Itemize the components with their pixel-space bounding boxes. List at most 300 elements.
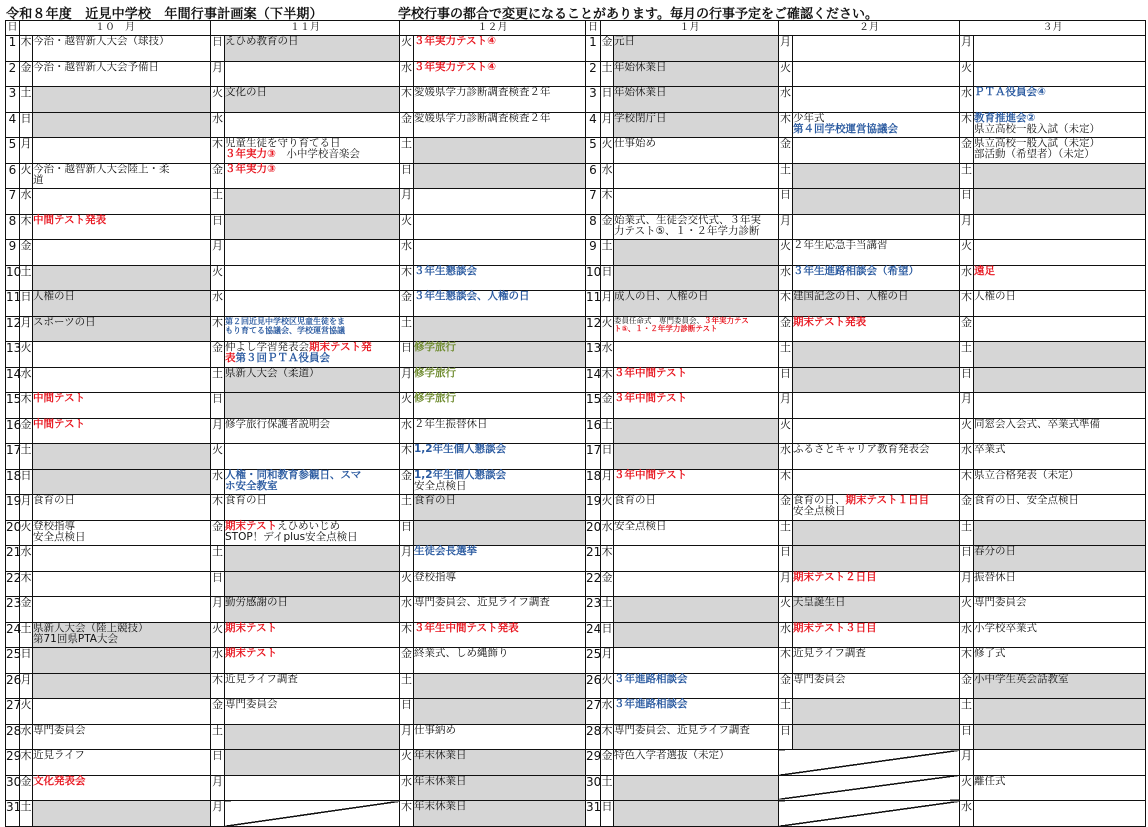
event-text: 学校閉庁日: [614, 111, 667, 124]
weekday-dec: 月: [400, 546, 414, 572]
event-line: [225, 87, 399, 98]
event-line: [33, 36, 210, 47]
event-line: [414, 444, 585, 455]
event-cell-nov: [225, 673, 400, 699]
event-cell-feb: [793, 495, 960, 521]
weekday-mar: 木: [960, 291, 974, 317]
day-number-a: 27: [6, 699, 20, 725]
event-text: 修学旅行: [414, 366, 456, 379]
event-cell-mar: [974, 546, 1146, 572]
weekday-oct: 日: [20, 112, 33, 138]
event-cell-nov: [225, 393, 400, 419]
event-line: [614, 521, 778, 532]
event-text: 特色入学者選抜（未定）: [614, 749, 730, 761]
event-cell-jan: [614, 214, 779, 240]
event-cell-feb: [793, 189, 960, 215]
event-cell-jan: [614, 520, 779, 546]
day-number-b: 27: [586, 699, 601, 725]
event-line: [793, 124, 959, 135]
event-text: 文化発表会: [33, 774, 86, 787]
event-cell-nov: [225, 367, 400, 393]
weekday-mar: 日: [960, 546, 974, 572]
event-text: 年末休業日: [414, 774, 467, 787]
weekday-jan: 木: [601, 367, 614, 393]
weekday-nov: 木: [211, 316, 225, 342]
event-text: 成人の日、人権の日: [614, 290, 709, 302]
event-text: 仲よし学習発表会: [225, 341, 309, 353]
weekday-feb: 水: [779, 265, 793, 291]
day-number-b: 7: [586, 189, 601, 215]
day-number-a: 1: [6, 36, 20, 62]
event-text: 専門委員会、近見ライフ調査: [614, 723, 750, 736]
event-text: 今治・越智新人大会予備日: [33, 60, 159, 73]
event-cell-nov: [225, 265, 400, 291]
event-text: 人権の日: [33, 290, 75, 302]
event-cell-feb: [793, 546, 960, 572]
day-number-b: 1: [586, 36, 601, 62]
weekday-nov: 日: [211, 214, 225, 240]
weekday-oct: 日: [20, 469, 33, 495]
weekday-oct: 土: [20, 801, 33, 827]
event-cell-oct: [33, 622, 211, 648]
event-text: 近見ライフ調査: [793, 647, 866, 659]
event-cell-dec: [414, 673, 586, 699]
event-text: 生徒会長選挙: [414, 545, 477, 557]
event-cell-mar: [974, 240, 1146, 266]
event-cell-feb: [793, 418, 960, 444]
event-line: [414, 113, 585, 124]
weekday-mar: 木: [960, 469, 974, 495]
event-cell-dec: [414, 393, 586, 419]
event-line: [225, 164, 399, 175]
date-row: [6, 240, 1146, 266]
event-cell-nov: [225, 87, 400, 113]
empty-date-nov: [225, 801, 400, 827]
weekday-dec: 木: [400, 801, 414, 827]
event-text: 修学旅行保護者説明会: [225, 417, 330, 430]
day-number-b: 6: [586, 163, 601, 189]
event-line: [974, 648, 1145, 659]
event-cell-nov: [225, 418, 400, 444]
event-line: [614, 699, 778, 710]
weekday-mar: 火: [960, 418, 974, 444]
weekday-dec: 金: [400, 112, 414, 138]
weekday-dec: 月: [400, 724, 414, 750]
date-row: [6, 189, 1146, 215]
day-number-a: 13: [6, 342, 20, 368]
event-line: [793, 674, 959, 685]
date-row: [6, 214, 1146, 240]
event-cell-nov: [225, 342, 400, 368]
event-text: ３年生懇談会、人権の日: [414, 290, 530, 302]
event-cell-jan: [614, 750, 779, 776]
event-cell-oct: [33, 291, 211, 317]
header-december: １２月: [400, 21, 586, 36]
event-text: 今治・越智新人大会（球技）: [33, 35, 170, 47]
weekday-jan: 土: [601, 775, 614, 801]
event-text: ２年生振替休日: [414, 417, 488, 430]
weekday-oct: 月: [20, 316, 33, 342]
date-row: [6, 546, 1146, 572]
weekday-jan: 月: [601, 648, 614, 674]
event-cell-nov: [225, 699, 400, 725]
event-text: 専門委員会: [974, 596, 1027, 608]
weekday-nov: 火: [211, 444, 225, 470]
event-line: [614, 291, 778, 302]
event-cell-nov: [225, 571, 400, 597]
day-number-b: 17: [586, 444, 601, 470]
event-cell-mar: [974, 342, 1146, 368]
weekday-dec: 金: [400, 291, 414, 317]
event-cell-dec: [414, 138, 586, 164]
date-row: [6, 622, 1146, 648]
weekday-dec: 水: [400, 240, 414, 266]
weekday-oct: 水: [20, 724, 33, 750]
weekday-jan: 月: [601, 112, 614, 138]
day-number-a: 24: [6, 622, 20, 648]
event-text: 食育の日: [414, 494, 456, 506]
event-line: [414, 291, 585, 302]
event-cell-nov: [225, 163, 400, 189]
event-cell-nov: [225, 775, 400, 801]
date-row: [6, 699, 1146, 725]
event-cell-jan: [614, 112, 779, 138]
weekday-dec: 火: [400, 571, 414, 597]
weekday-jan: 金: [601, 214, 614, 240]
event-cell-oct: [33, 750, 211, 776]
date-row: [6, 367, 1146, 393]
event-cell-feb: [793, 699, 960, 725]
date-row: [6, 87, 1146, 113]
event-cell-feb: [793, 214, 960, 240]
event-cell-oct: [33, 495, 211, 521]
event-cell-jan: [614, 801, 779, 827]
event-text: 児童生徒を守り育てる日: [225, 137, 341, 149]
weekday-nov: 金: [211, 342, 225, 368]
event-line: [414, 393, 585, 404]
day-number-a: 4: [6, 112, 20, 138]
day-number-b: 2: [586, 61, 601, 87]
weekday-feb: 月: [779, 393, 793, 419]
event-line: [793, 266, 959, 277]
weekday-dec: 木: [400, 265, 414, 291]
weekday-mar: 月: [960, 393, 974, 419]
event-cell-oct: [33, 138, 211, 164]
weekday-mar: 月: [960, 750, 974, 776]
weekday-jan: 水: [601, 342, 614, 368]
weekday-oct: 月: [20, 495, 33, 521]
event-line: [614, 36, 778, 47]
event-line: [225, 368, 399, 379]
event-cell-jan: [614, 418, 779, 444]
date-row: [6, 112, 1146, 138]
weekday-mar: 金: [960, 495, 974, 521]
event-text: 1,2年生個人懇談会: [414, 468, 507, 481]
event-text: 中間テスト発表: [33, 213, 107, 226]
event-line: [414, 725, 585, 736]
weekday-dec: 月: [400, 189, 414, 215]
date-row: [6, 597, 1146, 623]
event-cell-oct: [33, 520, 211, 546]
date-row: [6, 495, 1146, 521]
event-cell-jan: [614, 138, 779, 164]
date-row: [6, 61, 1146, 87]
event-cell-dec: [414, 801, 586, 827]
event-cell-feb: [793, 648, 960, 674]
event-text: 安全点検日: [33, 530, 86, 543]
day-number-b: 21: [586, 546, 601, 572]
weekday-mar: 水: [960, 87, 974, 113]
day-number-a: 17: [6, 444, 20, 470]
event-text-extra: ３年実力テス: [704, 315, 749, 325]
event-cell-oct: [33, 112, 211, 138]
calendar-table: [5, 20, 1146, 827]
event-text: 年末休業日: [414, 800, 467, 812]
event-cell-jan: [614, 240, 779, 266]
event-cell-nov: [225, 189, 400, 215]
event-line: [414, 776, 585, 787]
weekday-jan: 土: [601, 240, 614, 266]
date-row: [6, 138, 1146, 164]
event-line: [414, 572, 585, 583]
event-text: 終業式、しめ縄飾り: [414, 647, 509, 659]
weekday-oct: 土: [20, 87, 33, 113]
event-cell-mar: [974, 699, 1146, 725]
event-text: 登校指導: [33, 519, 75, 532]
event-text: 食育の日: [225, 494, 267, 506]
event-cell-feb: [793, 265, 960, 291]
event-cell-dec: [414, 112, 586, 138]
event-line: [793, 648, 959, 659]
date-row: [6, 342, 1146, 368]
weekday-feb: 日: [779, 189, 793, 215]
weekday-dec: 土: [400, 316, 414, 342]
weekday-jan: 土: [601, 597, 614, 623]
day-number-b: 31: [586, 801, 601, 827]
weekday-feb: 金: [779, 316, 793, 342]
date-row: [6, 469, 1146, 495]
event-cell-mar: [974, 571, 1146, 597]
event-cell-mar: [974, 444, 1146, 470]
day-number-a: 23: [6, 597, 20, 623]
event-line: [225, 419, 399, 430]
event-text: ３年進路相談会: [614, 672, 688, 685]
weekday-dec: 日: [400, 699, 414, 725]
event-cell-jan: [614, 87, 779, 113]
event-text: 食育の日、: [793, 494, 846, 506]
weekday-mar: 月: [960, 36, 974, 62]
event-cell-mar: [974, 469, 1146, 495]
event-cell-oct: [33, 342, 211, 368]
event-line: [414, 36, 585, 47]
weekday-oct: 火: [20, 699, 33, 725]
weekday-nov: 木: [211, 673, 225, 699]
day-number-a: 10: [6, 265, 20, 291]
event-cell-mar: [974, 291, 1146, 317]
weekday-jan: 木: [601, 724, 614, 750]
event-cell-oct: [33, 673, 211, 699]
event-line: [414, 648, 585, 659]
day-number-a: 21: [6, 546, 20, 572]
event-cell-nov: [225, 597, 400, 623]
event-cell-feb: [793, 240, 960, 266]
event-cell-oct: [33, 469, 211, 495]
event-line: [974, 674, 1145, 685]
weekday-mar: 火: [960, 597, 974, 623]
weekday-feb: 日: [779, 367, 793, 393]
day-number-a: 15: [6, 393, 20, 419]
weekday-nov: 金: [211, 163, 225, 189]
event-text: 仕事納め: [414, 723, 456, 736]
day-number-b: 12: [586, 316, 601, 342]
weekday-oct: 水: [20, 546, 33, 572]
weekday-jan: 土: [601, 418, 614, 444]
event-line: [33, 175, 210, 186]
weekday-feb: 土: [779, 163, 793, 189]
event-cell-jan: [614, 571, 779, 597]
weekday-oct: 金: [20, 240, 33, 266]
event-line: [614, 325, 778, 334]
event-line: [225, 699, 399, 710]
weekday-nov: 金: [211, 699, 225, 725]
event-cell-mar: [974, 36, 1146, 62]
day-number-b: 24: [586, 622, 601, 648]
weekday-oct: 金: [20, 61, 33, 87]
event-cell-nov: [225, 36, 400, 62]
event-text: 第71回県PTA大会: [33, 632, 118, 645]
event-text: 年末休業日: [414, 749, 467, 761]
weekday-dec: 火: [400, 393, 414, 419]
event-text: 期末テスト２日目: [793, 570, 877, 583]
event-cell-dec: [414, 316, 586, 342]
event-text: 修了式: [974, 647, 1006, 659]
event-cell-feb: [793, 673, 960, 699]
weekday-feb: 火: [779, 240, 793, 266]
weekday-oct: 月: [20, 138, 33, 164]
weekday-dec: 火: [400, 36, 414, 62]
event-cell-mar: [974, 163, 1146, 189]
event-line: [33, 776, 210, 787]
weekday-oct: 水: [20, 189, 33, 215]
event-cell-mar: [974, 750, 1146, 776]
event-text: 表: [225, 352, 236, 364]
event-cell-oct: [33, 597, 211, 623]
event-text: 愛媛県学力診断調査検査２年: [414, 86, 551, 98]
event-line: [33, 419, 210, 430]
event-line: [33, 291, 210, 302]
event-cell-jan: [614, 775, 779, 801]
event-text: えひめ教育の日: [225, 35, 299, 47]
weekday-oct: 木: [20, 750, 33, 776]
weekday-nov: 日: [211, 36, 225, 62]
weekday-mar: 木: [960, 112, 974, 138]
date-row: [6, 801, 1146, 827]
weekday-dec: 土: [400, 495, 414, 521]
event-text: 小学校卒業式: [974, 621, 1037, 634]
day-number-b: 19: [586, 495, 601, 521]
event-cell-feb: [793, 520, 960, 546]
weekday-oct: 金: [20, 418, 33, 444]
event-text: 第４回学校運営協議会: [793, 122, 898, 135]
day-number-b: 18: [586, 469, 601, 495]
event-cell-feb: [793, 291, 960, 317]
event-cell-nov: [225, 469, 400, 495]
event-cell-mar: [974, 61, 1146, 87]
weekday-oct: 日: [20, 291, 33, 317]
event-cell-jan: [614, 367, 779, 393]
day-number-b: 30: [586, 775, 601, 801]
weekday-nov: 土: [211, 546, 225, 572]
event-cell-mar: [974, 648, 1146, 674]
weekday-nov: 水: [211, 648, 225, 674]
event-text: 中間テスト: [33, 392, 86, 404]
event-text: 県立合格発表（未定）: [974, 468, 1079, 481]
event-cell-mar: [974, 138, 1146, 164]
weekday-oct: 金: [20, 775, 33, 801]
event-line: [414, 597, 585, 608]
weekday-dec: 水: [400, 775, 414, 801]
event-cell-jan: [614, 265, 779, 291]
event-line: [793, 240, 959, 251]
weekday-jan: 金: [601, 36, 614, 62]
day-number-b: 14: [586, 367, 601, 393]
event-cell-dec: [414, 622, 586, 648]
event-line: [414, 495, 585, 506]
event-line: [414, 368, 585, 379]
event-text: 専門委員会: [33, 723, 86, 736]
event-text-extra: 期末テスト発: [309, 341, 372, 353]
event-cell-jan: [614, 546, 779, 572]
event-cell-mar: [974, 393, 1146, 419]
event-cell-jan: [614, 673, 779, 699]
event-line: [793, 623, 959, 634]
weekday-nov: 火: [211, 265, 225, 291]
header-day-b: 日: [586, 21, 601, 36]
date-row: [6, 291, 1146, 317]
event-text: ３年中間テスト: [614, 366, 688, 379]
event-text: 県新人大会（陸上競技）: [33, 621, 149, 634]
day-number-a: 2: [6, 61, 20, 87]
date-row: [6, 418, 1146, 444]
weekday-feb: 木: [779, 291, 793, 317]
date-row: [6, 648, 1146, 674]
day-number-a: 31: [6, 801, 20, 827]
weekday-oct: 土: [20, 265, 33, 291]
day-number-b: 26: [586, 673, 601, 699]
event-cell-nov: [225, 240, 400, 266]
event-cell-mar: [974, 418, 1146, 444]
weekday-dec: 日: [400, 163, 414, 189]
event-cell-jan: [614, 163, 779, 189]
day-number-a: 7: [6, 189, 20, 215]
event-line: [974, 776, 1145, 787]
event-line: [614, 750, 778, 761]
event-cell-mar: [974, 316, 1146, 342]
day-number-a: 20: [6, 520, 20, 546]
event-line: [414, 481, 585, 492]
event-line: [614, 495, 778, 506]
weekday-jan: 月: [601, 469, 614, 495]
weekday-oct: 木: [20, 214, 33, 240]
event-cell-oct: [33, 316, 211, 342]
event-cell-oct: [33, 444, 211, 470]
event-cell-oct: [33, 61, 211, 87]
event-cell-mar: [974, 520, 1146, 546]
event-text: ３年実力テスト④: [414, 35, 496, 47]
event-cell-jan: [614, 495, 779, 521]
weekday-oct: 木: [20, 571, 33, 597]
weekday-feb: 土: [779, 520, 793, 546]
